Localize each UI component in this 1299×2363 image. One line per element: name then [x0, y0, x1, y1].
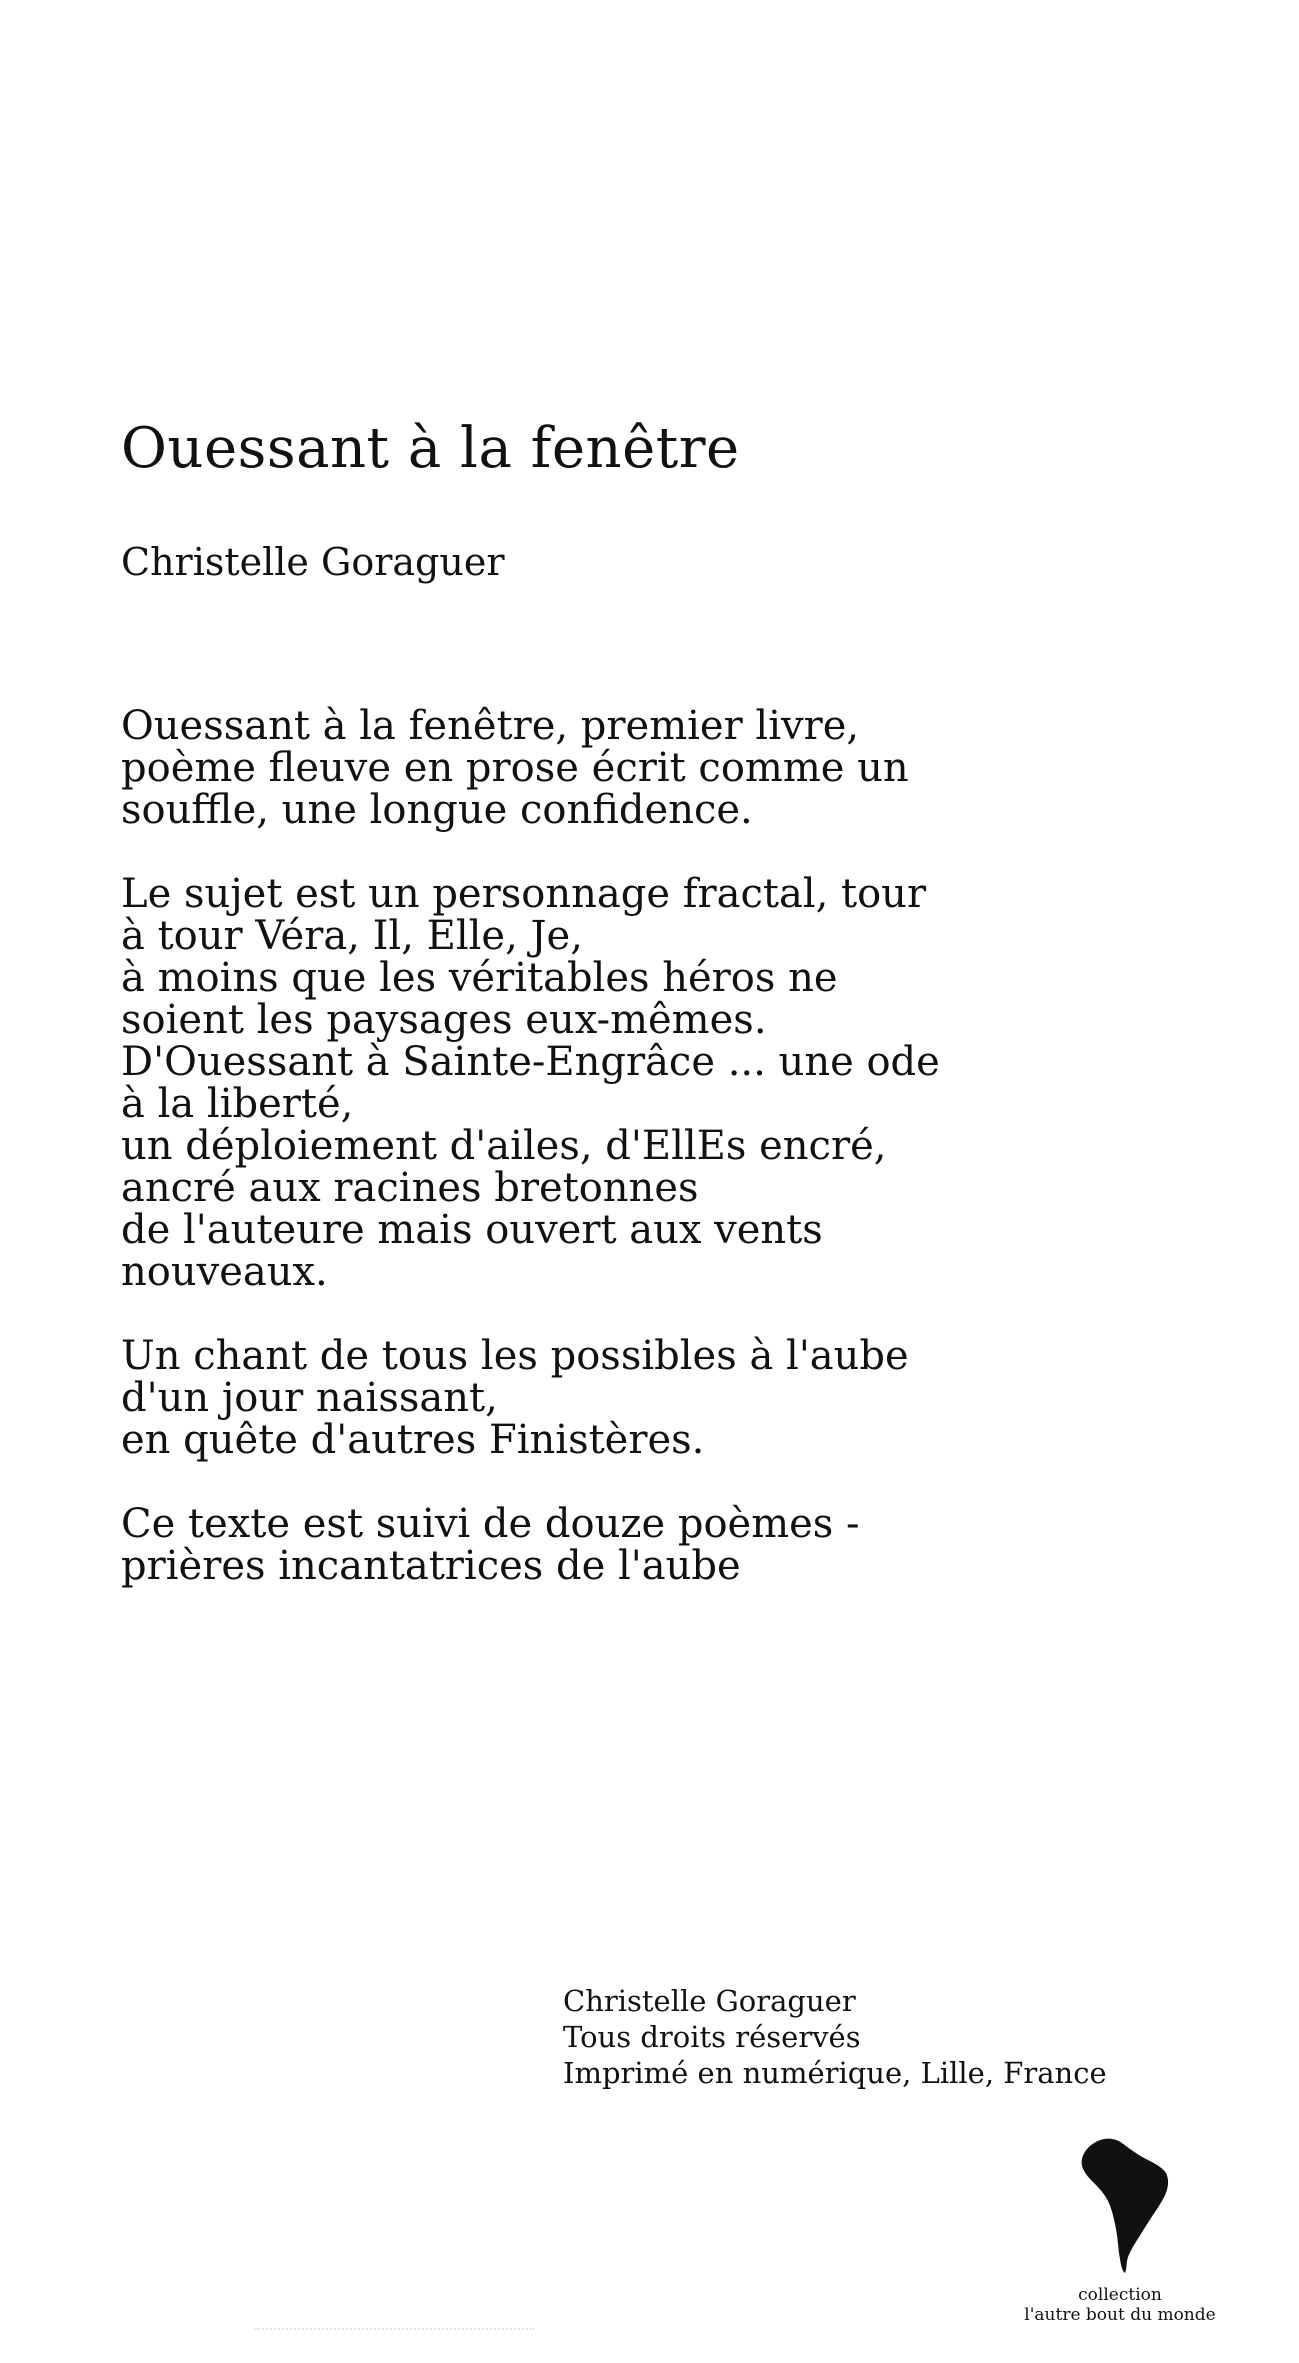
blurb-line: Ouessant à la fenêtre, premier livre,	[121, 703, 860, 749]
colophon-printing: Imprimé en numérique, Lille, France	[563, 2056, 1107, 2090]
blurb-paragraph	[121, 873, 1121, 1293]
blurb-line: à tour Véra, Il, Elle, Je,	[121, 913, 583, 959]
blurb-line: de l'auteure mais ouvert aux vents	[121, 1207, 823, 1253]
blurb-line: Ce texte est suivi de douze poèmes -	[121, 1501, 860, 1547]
logo-collection-name: l'autre bout du monde	[1024, 2305, 1216, 2325]
blurb-line: D'Ouessant à Sainte-Engrâce ... une ode	[121, 1039, 940, 1085]
colophon-author: Christelle Goraguer	[563, 1984, 856, 2018]
blurb-line: en quête d'autres Finistères.	[121, 1417, 705, 1463]
publisher-logo	[1010, 2135, 1230, 2335]
blurb-paragraph	[121, 705, 1121, 831]
book-title: Ouessant à la fenêtre	[121, 416, 740, 481]
blurb-line: Le sujet est un personnage fractal, tour	[121, 871, 927, 917]
blurb-line: un déploiement d'ailes, d'EllEs encré,	[121, 1123, 887, 1169]
faint-divider	[255, 2328, 535, 2330]
colophon	[563, 1983, 1107, 2091]
blurb-line: ancré aux racines bretonnes	[121, 1165, 699, 1211]
blurb-paragraph	[121, 1503, 1121, 1587]
blurb-line: nouveaux.	[121, 1249, 328, 1295]
logo-collection-label: collection	[1078, 2285, 1162, 2305]
blurb-paragraph	[121, 1335, 1121, 1461]
blurb-line: prières incantatrices de l'aube	[121, 1543, 741, 1589]
blurb-line: soient les paysages eux-mêmes.	[121, 997, 767, 1043]
south-america-silhouette-icon	[1072, 2135, 1172, 2275]
colophon-rights: Tous droits réservés	[563, 2020, 861, 2054]
blurb-line: d'un jour naissant,	[121, 1375, 498, 1421]
blurb-line: à moins que les véritables héros ne	[121, 955, 838, 1001]
back-cover-blurb	[121, 705, 1121, 1629]
blurb-line: poème fleuve en prose écrit comme un	[121, 745, 909, 791]
blurb-line: Un chant de tous les possibles à l'aube	[121, 1333, 909, 1379]
book-author: Christelle Goraguer	[121, 540, 505, 584]
blurb-line: souffle, une longue confidence.	[121, 787, 753, 833]
blurb-line: à la liberté,	[121, 1081, 354, 1127]
